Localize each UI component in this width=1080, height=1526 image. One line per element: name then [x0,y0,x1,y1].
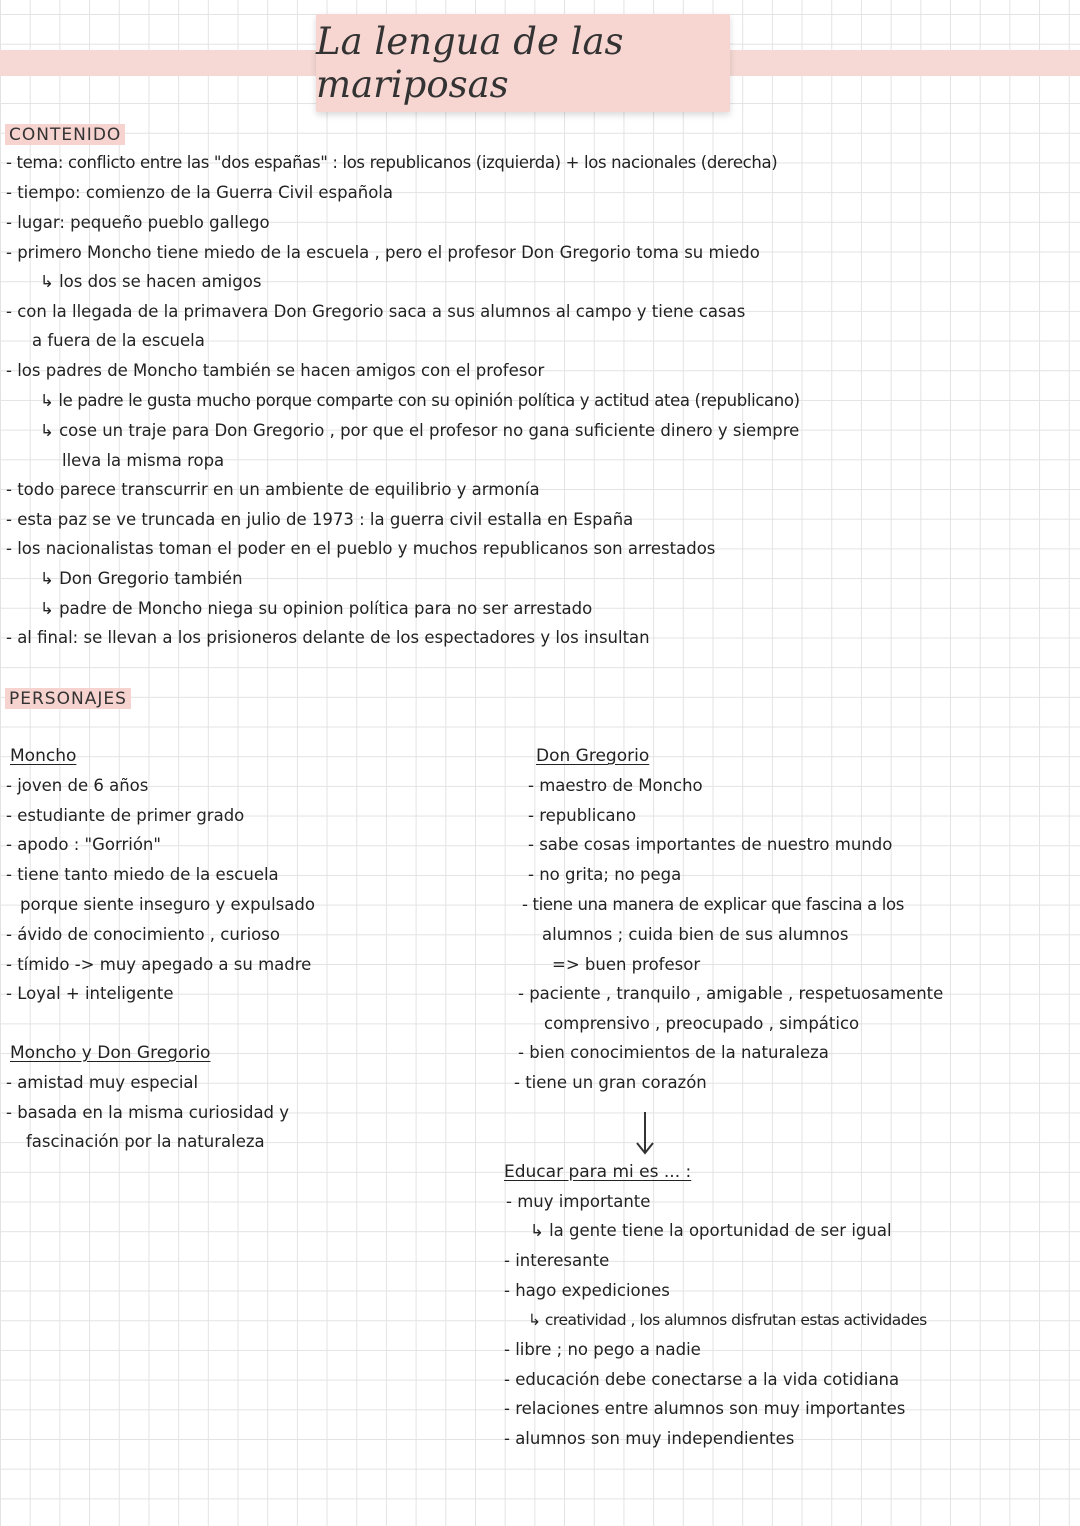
contenido-line: - los nacionalistas toman el poder en el pueblo y muchos republicanos son arrestados [6,539,716,558]
gregorio-title: Don Gregorio [536,746,650,766]
educar-title: Educar para mi es ... : [504,1162,692,1182]
moncho-line: - apodo : "Gorrión" [6,835,161,854]
gregorio-line: - republicano [528,806,637,825]
title-box [316,14,730,112]
gregorio-line: comprensivo , preocupado , simpático [544,1014,860,1033]
educar-line: - educación debe conectarse a la vida cotidiana [504,1370,900,1389]
down-arrow-icon [632,1110,658,1158]
moncho-line: - ávido de conocimiento , curioso [6,925,280,944]
educar-line: ↳ la gente tiene la oportunidad de ser igual [530,1221,892,1240]
contenido-line: ↳ padre de Moncho niega su opinion política para no ser arrestado [40,599,593,618]
moncho-line: - tímido -> muy apegado a su madre [6,955,312,974]
educar-line: - interesante [504,1251,610,1270]
contenido-line: - lugar: pequeño pueblo gallego [6,213,270,232]
gregorio-line: - tiene un gran corazón [514,1073,707,1092]
contenido-line: - con la llegada de la primavera Don Gregorio saca a sus alumnos al campo y tiene casas [6,302,746,321]
educar-line: - libre ; no pego a nadie [504,1340,701,1359]
moncho-line: - Loyal + inteligente [6,984,174,1003]
personajes-heading: PERSONAJES [5,688,131,709]
gregorio-line: - paciente , tranquilo , amigable , respetuosamente [518,984,944,1003]
contenido-line: a fuera de la escuela [32,331,205,350]
moncho-gregorio-line: fascinación por la naturaleza [26,1132,265,1151]
moncho-title: Moncho [10,746,77,766]
moncho-line: - tiene tanto miedo de la escuela [6,865,279,884]
moncho-gregorio-title: Moncho y Don Gregorio [10,1043,211,1063]
contenido-heading: CONTENIDO [5,124,125,145]
page-title: La lengua de las mariposas [316,20,624,106]
contenido-line: - primero Moncho tiene miedo de la escuela , pero el profesor Don Gregorio toma su miedo [6,243,760,262]
educar-line: - alumnos son muy independientes [504,1429,795,1448]
gregorio-line: - sabe cosas importantes de nuestro mundo [528,835,893,854]
gregorio-line: - tiene una manera de explicar que fascina a los [522,895,904,914]
contenido-line: - al final: se llevan a los prisioneros delante de los espectadores y los insultan [6,628,650,647]
contenido-line: ↳ cose un traje para Don Gregorio , por que el profesor no gana suficiente dinero y siempre [40,421,800,440]
educar-line: - relaciones entre alumnos son muy importantes [504,1399,906,1418]
educar-line: ↳ creatividad , los alumnos disfrutan estas actividades [528,1311,927,1329]
contenido-line: ↳ los dos se hacen amigos [40,272,262,291]
contenido-line: - los padres de Moncho también se hacen amigos con el profesor [6,361,545,380]
moncho-line: - joven de 6 años [6,776,149,795]
contenido-line: - esta paz se ve truncada en julio de 1973 : la guerra civil estalla en España [6,510,634,529]
gregorio-line: => buen profesor [552,955,701,974]
moncho-line: - estudiante de primer grado [6,806,245,825]
moncho-line: porque siente inseguro y expulsado [20,895,315,914]
contenido-line: ↳ le padre le gusta mucho porque comparte con su opinión política y actitud atea (republicano) [40,391,800,410]
gregorio-line: - maestro de Moncho [528,776,703,795]
moncho-gregorio-line: - amistad muy especial [6,1073,199,1092]
educar-line: - hago expediciones [504,1281,670,1300]
contenido-line: - tema: conflicto entre las "dos españas" : los republicanos (izquierda) + los nacionales (derecha) [6,153,778,172]
contenido-line: ↳ Don Gregorio también [40,569,243,588]
gregorio-line: - bien conocimientos de la naturaleza [518,1043,829,1062]
moncho-gregorio-line: - basada en la misma curiosidad y [6,1103,290,1122]
contenido-line: - tiempo: comienzo de la Guerra Civil española [6,183,393,202]
gregorio-line: - no grita; no pega [528,865,682,884]
contenido-line: lleva la misma ropa [62,451,225,470]
educar-line: - muy importante [506,1192,651,1211]
gregorio-line: alumnos ; cuida bien de sus alumnos [542,925,849,944]
contenido-line: - todo parece transcurrir en un ambiente de equilibrio y armonía [6,480,540,499]
